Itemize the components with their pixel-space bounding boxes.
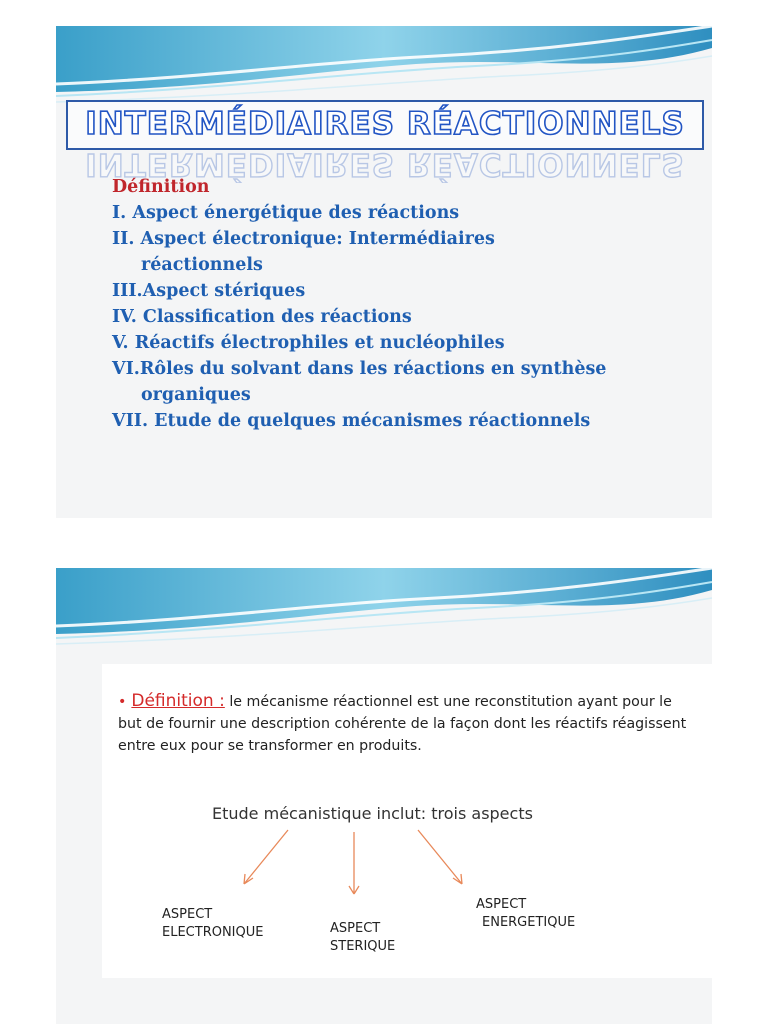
arrow-sterique-icon: [349, 832, 359, 894]
definition-text: le mécanisme réactionnel est une reconstitution ayant pour le but de fournir une description cohérente de la façon dont les réactifs réagissent entre eux pour se transformer en produits.: [118, 694, 687, 754]
toc-item-4: IV. Classification des réactions: [112, 307, 412, 327]
slide-1: [56, 26, 712, 518]
mechanism-study-heading: Etude mécanistique inclut: trois aspects: [212, 804, 533, 823]
arrow-electronique-icon: [244, 830, 288, 884]
title-frame: [66, 100, 704, 150]
aspect-energetique-line1: ASPECT: [476, 897, 527, 912]
aspect-electronique-line1: ASPECT: [162, 907, 213, 922]
arrow-energetique-icon: [418, 830, 462, 884]
table-of-contents: [112, 174, 692, 434]
toc-item-6: VI.Rôles du solvant dans les réactions en synthèse: [112, 359, 607, 379]
aspect-sterique: [330, 920, 395, 956]
slide-2: [56, 568, 712, 1024]
title-reflection-text: INTERMÉDIAIRES RÉACTIONNELS: [85, 146, 685, 182]
toc-item-6-continuation: organiques: [141, 385, 251, 405]
definition-label: Définition :: [131, 691, 225, 711]
aspect-sterique-line2: STERIQUE: [330, 939, 396, 954]
aspect-sterique-line1: ASPECT: [330, 921, 381, 936]
slide-title: INTERMÉDIAIRES RÉACTIONNELS: [85, 106, 685, 142]
title-reflection: [70, 146, 700, 182]
header-wave-decoration: [56, 568, 712, 648]
toc-item-5: V. Réactifs électrophiles et nucléophiles: [112, 333, 505, 353]
bullet-marker: •: [118, 694, 127, 710]
toc-item-2: II. Aspect électronique: Intermédiaires: [112, 229, 495, 249]
aspect-electronique: [162, 906, 263, 942]
toc-definition: Définition: [112, 177, 210, 197]
aspect-energetique: [476, 896, 575, 932]
toc-item-1: I. Aspect énergétique des réactions: [112, 203, 460, 223]
definition-content: [102, 664, 712, 978]
toc-item-2-continuation: réactionnels: [141, 255, 263, 275]
aspect-electronique-line2: ELECTRONIQUE: [162, 925, 264, 940]
toc-item-7: VII. Etude de quelques mécanismes réactionnels: [112, 411, 591, 431]
aspect-energetique-line2: ENERGETIQUE: [482, 915, 576, 930]
toc-item-3: III.Aspect stériques: [112, 281, 306, 301]
header-wave-decoration: [56, 26, 712, 106]
